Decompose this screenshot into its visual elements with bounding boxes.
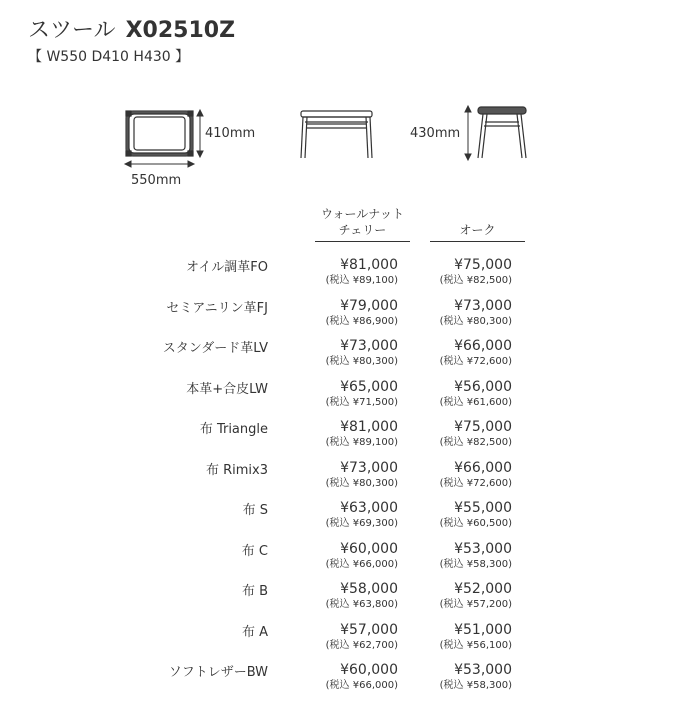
column-header-line2: チェリー (338, 223, 387, 237)
price-oak (402, 580, 512, 612)
price-tax-included: (税込 ¥89,100) (325, 275, 398, 286)
price-value: ¥56,000 (454, 378, 512, 395)
price-value: ¥73,000 (340, 338, 398, 354)
table-row (0, 459, 700, 499)
price-walnut-cherry (288, 499, 398, 531)
material-label: スタンダード革LV (162, 341, 268, 356)
price-oak (402, 661, 512, 693)
price-oak (402, 459, 512, 491)
product-name: スツール (28, 18, 116, 43)
price-walnut-cherry (288, 540, 398, 572)
price-walnut-cherry (288, 378, 398, 410)
price-value: ¥81,000 (340, 419, 398, 435)
price-walnut-cherry (288, 418, 398, 450)
material-label: 布 B (241, 584, 268, 599)
table-row (0, 621, 700, 661)
price-value: ¥75,000 (454, 419, 512, 435)
price-tax-included: (税込 ¥71,500) (325, 396, 398, 408)
price-tax-included: (税込 ¥69,300) (325, 518, 398, 529)
price-walnut-cherry (288, 459, 398, 491)
price-tax-included: (税込 ¥66,000) (325, 680, 398, 691)
price-value: ¥51,000 (454, 621, 512, 638)
price-oak (402, 256, 512, 288)
material-label: 布 A (241, 624, 268, 640)
material-label: 布 Triangle (199, 422, 268, 437)
price-oak (402, 621, 512, 653)
product-dimensions: 【 W550 D410 H430 】 (28, 49, 190, 65)
price-value: ¥66,000 (454, 459, 512, 476)
price-value: ¥55,000 (454, 500, 512, 516)
table-row (0, 337, 700, 377)
product-drawings (0, 95, 700, 195)
price-tax-included: (税込 ¥86,900) (325, 315, 398, 327)
top-view-drawing (126, 111, 193, 156)
price-value: ¥57,000 (340, 621, 398, 638)
price-value: ¥65,000 (340, 378, 398, 395)
price-tax-included: (税込 ¥89,100) (325, 437, 398, 448)
depth-label: 410mm (205, 126, 256, 141)
table-row (0, 378, 700, 418)
table-row (0, 418, 700, 458)
side-height-dimension-line (465, 106, 471, 160)
price-oak (402, 297, 512, 329)
material-label: 布 Rimix3 (205, 462, 268, 478)
price-tax-included: (税込 ¥66,000) (325, 558, 398, 570)
table-row (0, 661, 700, 701)
column-header-line1: ウォールナット (320, 207, 405, 221)
price-tax-included: (税込 ¥58,300) (439, 558, 512, 570)
table-row (0, 580, 700, 620)
price-value: ¥53,000 (454, 662, 512, 678)
price-tax-included: (税込 ¥80,300) (439, 315, 512, 327)
price-oak (402, 499, 512, 531)
price-tax-included: (税込 ¥58,300) (439, 680, 512, 691)
price-oak (402, 540, 512, 572)
material-label: 本革+合皮LW (186, 381, 268, 397)
price-tax-included: (税込 ¥80,300) (325, 477, 398, 489)
price-value: ¥66,000 (454, 338, 512, 354)
page-title (28, 17, 235, 45)
price-tax-included: (税込 ¥82,500) (439, 275, 512, 286)
product-model: X02510Z (125, 18, 236, 43)
width-dimension-line (125, 161, 194, 167)
price-value: ¥81,000 (340, 257, 398, 273)
price-value: ¥60,000 (340, 540, 398, 557)
price-walnut-cherry (288, 256, 398, 288)
price-value: ¥60,000 (340, 662, 398, 678)
price-value: ¥52,000 (454, 581, 512, 597)
price-walnut-cherry (288, 621, 398, 653)
side-view-drawing (478, 107, 526, 158)
material-label: ソフトレザーBW (168, 665, 268, 680)
price-walnut-cherry (288, 297, 398, 329)
price-value: ¥53,000 (454, 540, 512, 557)
table-row (0, 540, 700, 580)
price-tax-included: (税込 ¥60,500) (439, 518, 512, 529)
price-oak (402, 378, 512, 410)
width-label: 550mm (131, 173, 182, 188)
price-value: ¥73,000 (340, 459, 398, 476)
depth-dimension-line (197, 110, 203, 157)
price-value: ¥58,000 (340, 581, 398, 597)
price-tax-included: (税込 ¥57,200) (439, 599, 512, 610)
price-value: ¥63,000 (340, 500, 398, 516)
material-label: オイル調革FO (185, 260, 268, 275)
height-label: 430mm (410, 126, 461, 141)
table-row (0, 499, 700, 539)
front-view-drawing (301, 111, 372, 158)
price-walnut-cherry (288, 337, 398, 369)
price-tax-included: (税込 ¥62,700) (325, 639, 398, 651)
price-tax-included: (税込 ¥80,300) (325, 356, 398, 367)
price-walnut-cherry (288, 580, 398, 612)
price-tax-included: (税込 ¥72,600) (439, 477, 512, 489)
price-tax-included: (税込 ¥61,600) (439, 396, 512, 408)
price-value: ¥75,000 (454, 257, 512, 273)
material-label: 布 C (241, 543, 268, 559)
column-header-oak (430, 222, 525, 242)
price-tax-included: (税込 ¥82,500) (439, 437, 512, 448)
price-tax-included: (税込 ¥56,100) (439, 639, 512, 651)
price-oak (402, 418, 512, 450)
material-label: セミアニリン革FJ (166, 300, 268, 316)
column-header-walnut-cherry (315, 206, 410, 242)
price-oak (402, 337, 512, 369)
price-tax-included: (税込 ¥72,600) (439, 356, 512, 367)
table-row (0, 297, 700, 337)
table-row (0, 256, 700, 296)
column-header-line1: オーク (459, 223, 496, 237)
price-value: ¥79,000 (340, 297, 398, 314)
price-walnut-cherry (288, 661, 398, 693)
material-label: 布 S (242, 503, 268, 518)
price-value: ¥73,000 (454, 297, 512, 314)
price-tax-included: (税込 ¥63,800) (325, 599, 398, 610)
